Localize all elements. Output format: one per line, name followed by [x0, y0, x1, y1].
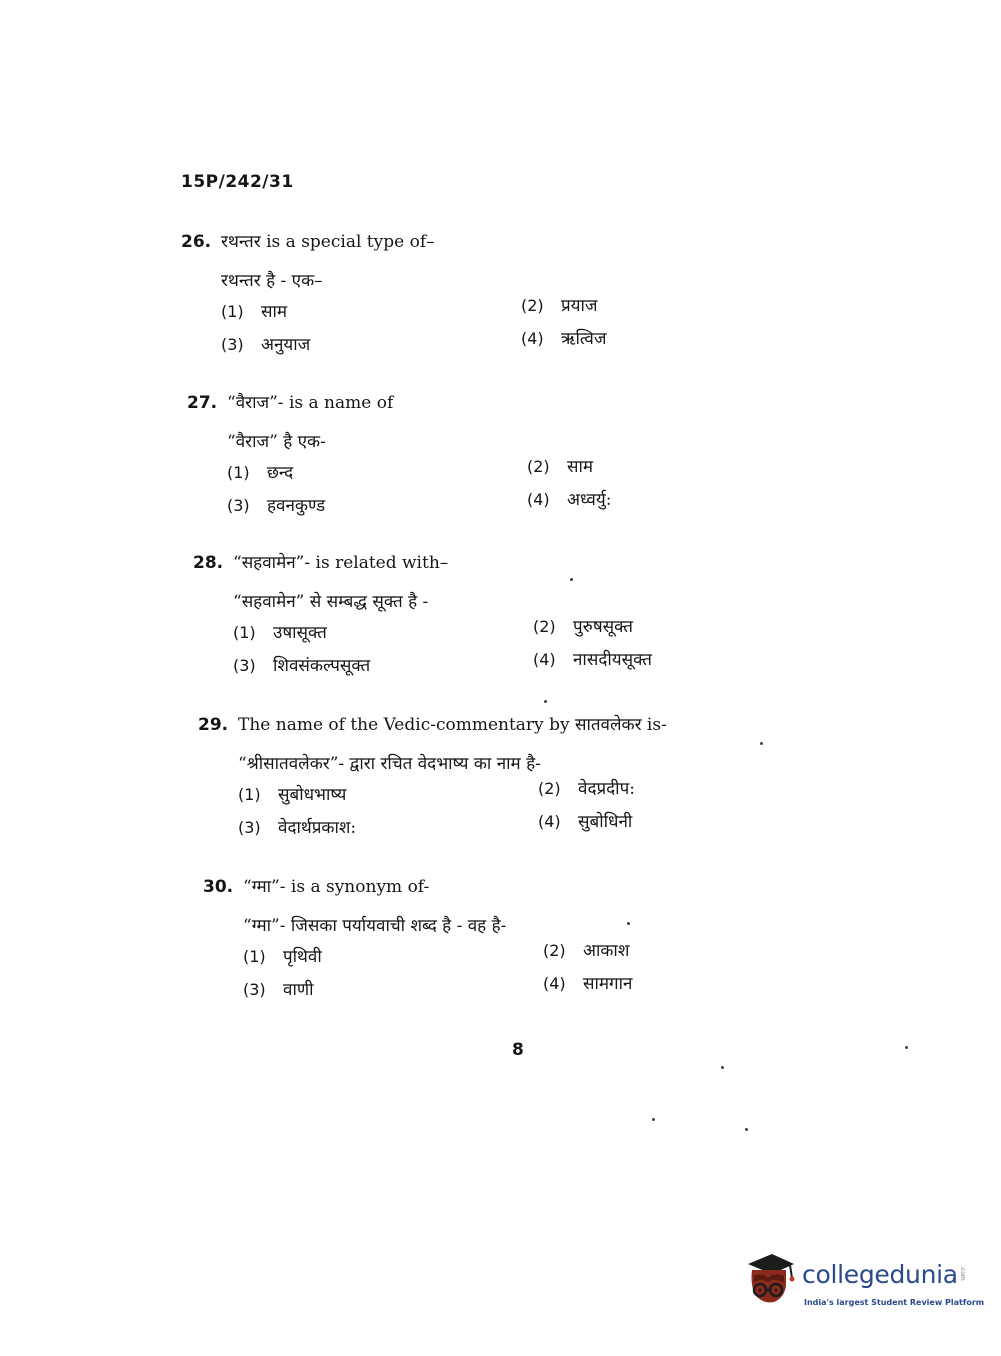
question-text-hindi: “सहवामेन” से सम्बद्ध सूक्त है - [233, 592, 429, 612]
question-text-hindi: “श्रीसातवलेकर”- द्वारा रचित वेदभाष्य का नाम है- [238, 754, 541, 774]
scan-speck [627, 922, 630, 925]
option-4: (4) ऋत्विज [521, 329, 607, 349]
question-text-english: “ग्मा”- is a synonym of- [243, 877, 430, 897]
question-number: 30. [203, 877, 234, 897]
option-2: (2) साम [527, 457, 594, 477]
option-1: (1) साम [221, 302, 288, 322]
option-3: (3) हवनकुण्ड [227, 496, 326, 516]
question-text-hindi: रथन्तर है - एक– [221, 271, 323, 291]
page-number: 8 [512, 1040, 524, 1060]
question-text-english: “वैराज”- is a name of [227, 393, 394, 413]
option-1: (1) छन्द [227, 463, 294, 483]
scan-speck [544, 700, 547, 703]
scan-speck [721, 1066, 724, 1069]
mascot-icon [742, 1252, 800, 1310]
option-1: (1) उषासूक्त [233, 623, 327, 643]
question-number: 29. [198, 715, 229, 735]
options [221, 296, 681, 365]
question-26 [181, 229, 681, 365]
option-4: (4) अध्वर्यु: [527, 490, 612, 510]
logo-domain-suffix: .com [959, 1266, 966, 1281]
option-4: (4) सुबोधिनी [538, 812, 633, 832]
question-29 [198, 712, 698, 848]
question-number: 27. [187, 393, 218, 413]
scan-speck [652, 1118, 655, 1121]
option-2: (2) आकाश [543, 941, 630, 961]
option-2: (2) प्रयाज [521, 296, 598, 316]
collegedunia-logo [742, 1252, 985, 1322]
option-2: (2) पुरुषसूक्त [533, 617, 633, 637]
option-3: (3) वाणी [243, 980, 314, 1000]
question-number: 26. [181, 232, 212, 252]
question-text-hindi: “ग्मा”- जिसका पर्यायवाची शब्द है - वह है- [243, 916, 507, 936]
question-number: 28. [193, 553, 224, 573]
option-3: (3) वेदार्थप्रकाश: [238, 818, 357, 838]
option-4: (4) सामगान [543, 974, 633, 994]
options [227, 457, 687, 526]
option-3: (3) शिवसंकल्पसूक्त [233, 656, 371, 676]
question-27 [187, 390, 687, 526]
paper-code: 15P/242/31 [181, 172, 294, 192]
scan-speck [745, 1128, 748, 1131]
logo-tagline: India's largest Student Review Platform [804, 1298, 985, 1307]
question-text-english: The name of the Vedic-commentary by सातवलेकर is- [238, 715, 667, 735]
option-1: (1) सुबोधभाष्य [238, 785, 347, 805]
options [238, 779, 698, 848]
scan-speck [760, 742, 763, 745]
option-3: (3) अनुयाज [221, 335, 311, 355]
option-1: (1) पृथिवी [243, 947, 322, 967]
question-text-english: “सहवामेन”- is related with– [233, 553, 449, 573]
scan-speck [570, 578, 573, 581]
option-2: (2) वेदप्रदीप: [538, 779, 635, 799]
option-4: (4) नासदीयसूक्त [533, 650, 652, 670]
question-28 [193, 550, 693, 686]
options [243, 941, 703, 1010]
logo-wordmark: collegedunia [802, 1260, 958, 1289]
question-30 [203, 874, 703, 1010]
question-text-hindi: “वैराज” है एक- [227, 432, 326, 452]
scan-speck [905, 1046, 908, 1049]
options [233, 617, 693, 686]
question-text-english: रथन्तर is a special type of– [221, 232, 435, 252]
